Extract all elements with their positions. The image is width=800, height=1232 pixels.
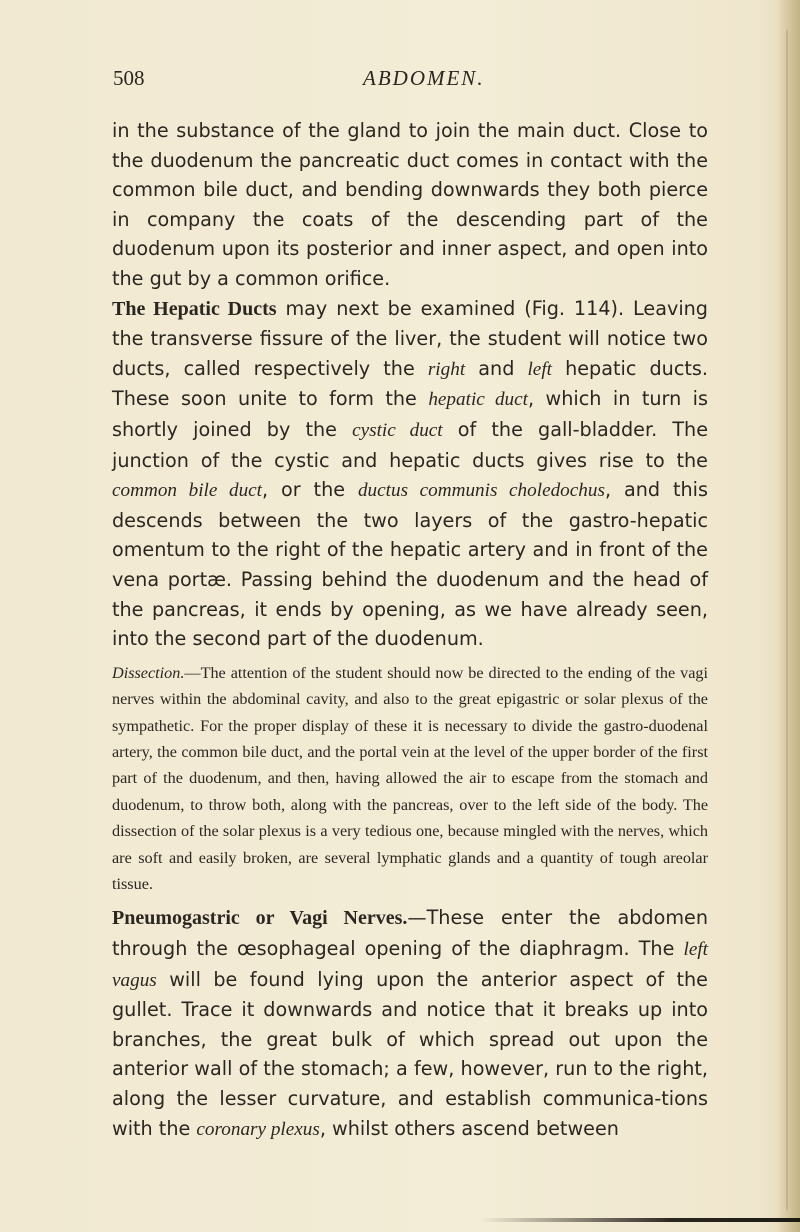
paragraph-text: —The attention of the student should now be directed to the ending of the vagi nerves within the abdominal cavity, and also to the great epigastric or solar plexus of the sympathetic. For the proper display of these it is necessary to divide the gastro-duodenal artery, the common bile duct, and the portal vein at the level of the upper border of the first part of the duodenum, and then, having allowed the air to escape from the stomach and duodenum, to throw both, along with the pancreas, over to the left side of the body. The dissection of the solar plexus is a very tedious one, because mingled with the nerves, which are soft and easily broken, are several lymphatic glands and a quantity of tough areolar tissue. xyxy=(112,663,708,893)
paragraph-text: , which in turn is shortly joined by the xyxy=(112,387,709,441)
running-title: ABDOMEN. xyxy=(363,66,485,90)
italic-term: common bile duct xyxy=(112,480,263,502)
paragraph-text: will be found lying upon the anterior aspect of the gullet. Trace it downwards and notice that it breaks up into branches, the great bulk of which spread out upon the anterior wall of the stomach; a few, however, run to the right, along the lesser curvature, and establish communica-tions with the xyxy=(112,967,708,1140)
bottom-rule xyxy=(480,1218,800,1222)
paragraph-text: may next be examined (Fig. 114). Leaving the transverse fissure of the liver, the student will notice two ducts, called respectively the xyxy=(112,296,708,380)
page-edge-line xyxy=(786,30,788,1210)
dissection-lead: Dissection. xyxy=(112,663,185,682)
paragraph-text: and xyxy=(465,356,528,380)
paragraph-pancreatic-duct xyxy=(112,116,708,294)
paragraph-dissection-note xyxy=(112,660,708,898)
page-number: 508 xyxy=(113,66,145,90)
paragraph-text: hepatic ducts. These soon unite to form the xyxy=(112,356,708,411)
running-head xyxy=(113,66,743,100)
page-text xyxy=(112,116,708,1144)
paragraph-text: , whilst others ascend between xyxy=(319,1116,619,1140)
paragraph-text: of the gall-bladder. The junction of the cystic and hepatic ducts gives rise to the xyxy=(112,417,709,472)
section-heading-vagi-nerves: Pneumogastric or Vagi Nerves. xyxy=(112,907,408,930)
italic-term: left vagus xyxy=(112,938,708,991)
paragraph-text: , and this descends between the two layers of the gastro-hepatic omentum to the right of the hepatic artery and in front of the vena portæ. Passing behind the duodenum and the head of the pancreas, it ends by opening, as we have already seen, into the second part of the duodenum. xyxy=(112,478,708,651)
paragraph-text: in the substance of the gland to join the main duct. Close to the duodenum the pancreatic duct comes in contact with the common bile duct, and bending downwards they both pierce in company the coats of the descending part of the duodenum upon its posterior and inner aspect, and open into the gut by a common orifice. xyxy=(112,119,708,290)
section-heading-hepatic-ducts: The Hepatic Ducts xyxy=(112,297,277,320)
italic-term: coronary plexus xyxy=(196,1118,320,1140)
italic-term: hepatic duct xyxy=(428,389,528,411)
paragraph-text: —These enter the abdomen through the œsophageal opening of the diaphragm. The xyxy=(112,906,708,960)
paragraph-text: , or the xyxy=(262,478,358,502)
italic-term: cystic duct xyxy=(352,419,443,441)
italic-term: ductus communis choledochus xyxy=(357,480,605,502)
italic-term: left xyxy=(527,358,552,380)
page-edge xyxy=(778,0,800,1232)
italic-term: right xyxy=(427,358,466,380)
paragraph-vagi-nerves xyxy=(112,903,708,1144)
paragraph-hepatic-ducts xyxy=(112,294,708,654)
